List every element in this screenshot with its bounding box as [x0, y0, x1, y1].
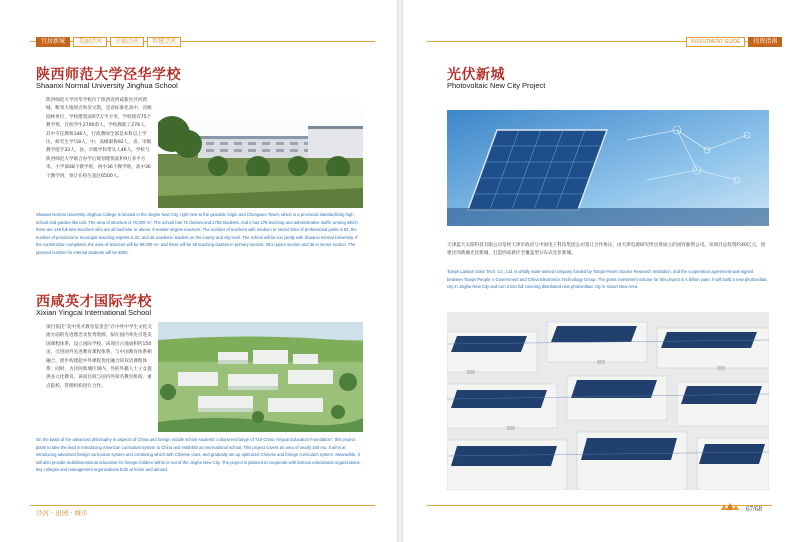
section2-body-zh: 项目依托“美中英才教育基金会”在中外中学生文化交流方面的先进理念及优秀资源，拟在国内率先引进美国课程体系，设立国际学校。该项目占地面积约150亩，引进国外先进教育课程体系，与中国教育体系相融合，逐步构建起中外课程优化融合的双语课程体系；同时，为泾河新城区域内、外的外籍人士子女提供多元化教育。该项目拟与国内外知名教育机构、重点院校、管理机构进行合作。	[46, 325, 152, 389]
pv-body-zh: 天津蓝天太阳科技有限公司是经天津市政府与中国电子科技集团公司签订合作协议，由天津电源研究所出资成立的国有独资公司。该项目总投资约40亿元，创建泾河新城光伏新城，打造西咸新区全覆盖型分布式光伏新城。	[447, 243, 766, 257]
school-campus-photo	[158, 96, 363, 208]
tab-smart-jinghe[interactable]: 智慧泾河	[147, 37, 181, 47]
tab-beautiful-jinghe[interactable]: 美丽泾河	[73, 37, 107, 47]
right-page	[403, 0, 800, 542]
section1-title-en: Shaanxi Normal University Jinghua School	[36, 81, 178, 90]
section2-title-zh: 西咸英才国际学校	[36, 294, 152, 310]
tab-happy-jinghe[interactable]: 幸福泾河	[110, 37, 144, 47]
solar-rooftops-photo	[447, 312, 769, 490]
tab-livable-city[interactable]: 宜居新城	[36, 37, 70, 47]
guide-tabs	[686, 37, 782, 47]
international-school-rendering	[158, 322, 363, 432]
section1-body-zh: 陕西师范大学泾华学校位于陕西省西咸新区泾河新城，毗邻大地原点和崇文塔，是省标准化高中，省级园林单位，学校建筑面积7万平方米，学校现有75个教学班，在校学生2700余人，学校教职工278人，其中专任教师146人，行政教师全部是本科以上学历，研究生学历8人，中、高级职称92人，省、市级教学能手32人，县、市级学科带头人46人。学校与陕西师范大学联合办学后规划建筑面积9万多平方米，小学部48个教学班，初中36个教学班，高中36个教学班，预计在校生超过6500人。	[46, 98, 152, 179]
section-tabs	[36, 37, 181, 47]
section2-body-en: On the basis of the advanced philosophy in aspects of China and foreign middle school students’ cultural exchange of “US-China Yingcai Education Foundation”, this project plans to take the lead in introducing American curriculum system to China and establish an international school. This project covers an area of nearly 150 mu. It aims at introducing advanced foreign curriculum system and combining which with Chinese ones, and gradually set up optimized Chinese and foreign curriculum system. Meanwhile, it will also provide multidimensional education for foreign children within or out of the Jinghe New City. The project is planned to cooperate with famous educational organizations, key colleges and management organizations both at home and abroad.	[36, 437, 361, 473]
footer-tagline: 泾河 · 田园 · 城市	[36, 509, 88, 517]
section1-title-zh: 陕西师范大学泾华学校	[36, 67, 181, 83]
solar-panel-photo	[447, 110, 769, 226]
pv-title-zh: 光伏新城	[447, 67, 505, 83]
page-number: 67/68	[746, 505, 762, 513]
pv-body-en: Tianjin Lantian Solar Tech. Co., Ltd. is wholly state-owned company funded by Tianjin Power Source Research Institution, and the cooperation agreement was signed between Tianjin People’ s Government and China Electronics Technology Group. The gross investment volume for this project is 4 billion yuan. It will build a new photovoltaic city in Jinghe New City and turn it into full-covering distributed new photovoltaic city in Xixian New Area.	[447, 269, 768, 290]
footer-rule	[30, 505, 375, 506]
tab-investment-guide-zh[interactable]: 投资指南	[748, 37, 782, 47]
section2-title-en: Xixian Yingcai International School	[36, 308, 152, 317]
tab-investment-guide[interactable]: INVESTMENT GUIDE	[686, 37, 745, 47]
left-page	[0, 0, 397, 542]
section1-body-en: Shaanxi Normal University Jinghua College is located in the Jinghe New City, right next to the geodetic origin and Chongwen Tower, which is a provincial standardizing high school and garden-like unit. The area of structure is 70,000 m². The school has 75 classes and 2700 students. And it has 278 teaching and administrative staffs, among which, there are 146 full-time teachers who are all bachelor or above, 8 master-degree teachers. The number of teachers with medium or senior titles of professional posts is 92, the number of provincial or municipal teaching experts is 32, and 46 academic leaders on the county and city level. The school will be run jointly with Shaanxi normal University. If the construction completes, the area of structure will be 90,000 m², and there will be 48 teaching classes in primary section, 36 in junior section and 36 in senior section. The planned number for internal students will be 6500.	[36, 212, 359, 255]
pv-title-en: Photovoltaic New City Project	[447, 81, 546, 90]
footer-ornament	[721, 497, 741, 505]
